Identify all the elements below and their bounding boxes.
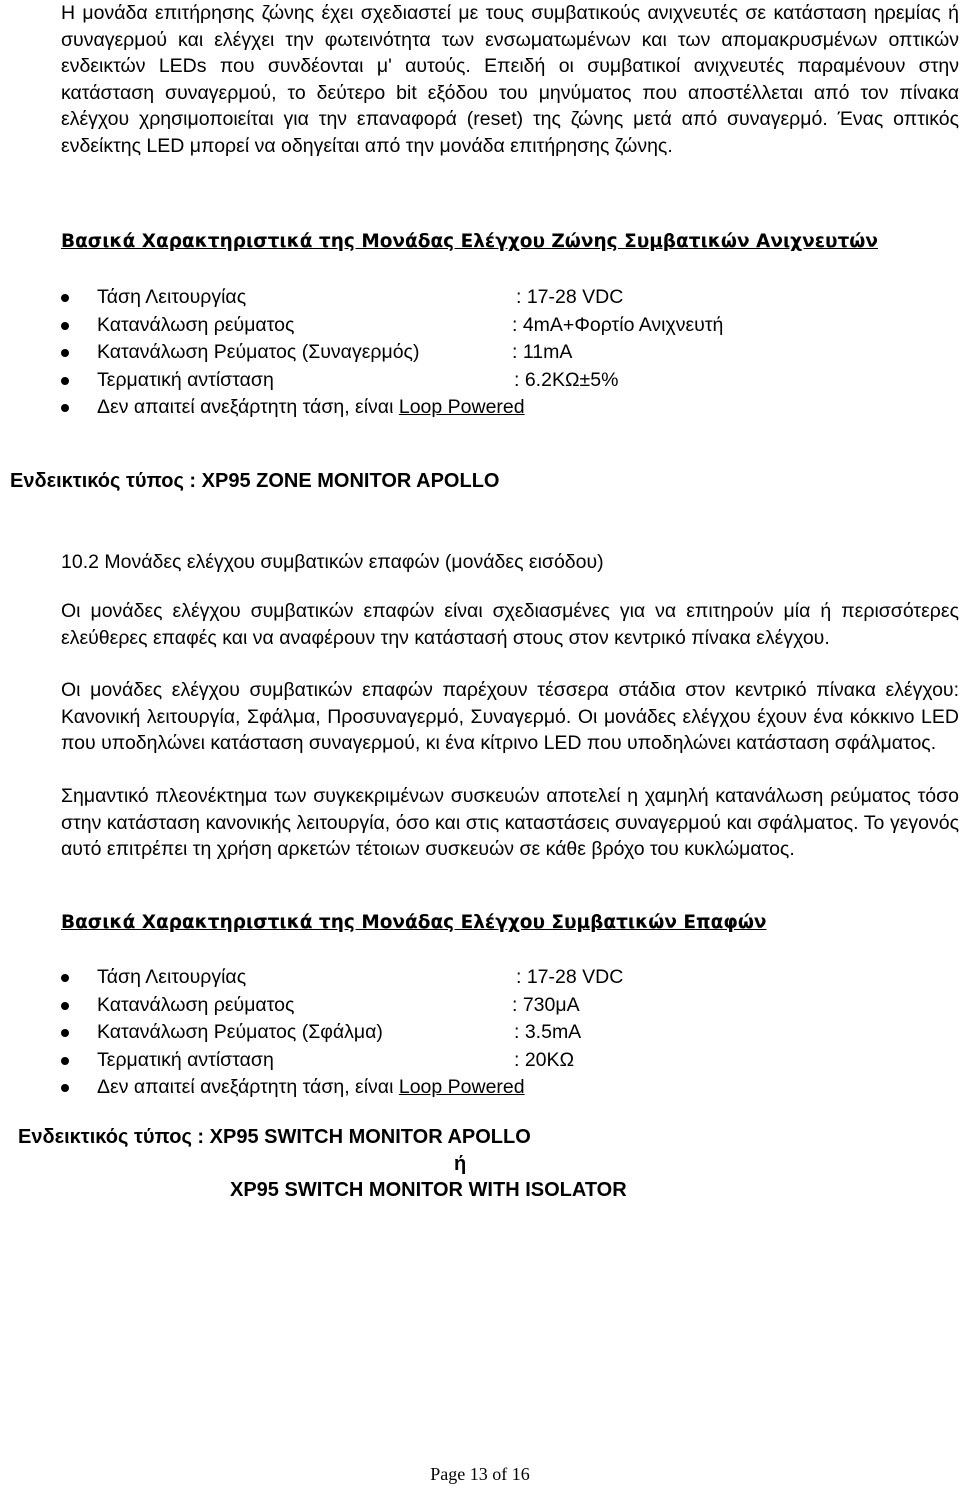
spec-label: Κατανάλωση ρεύματος (97, 313, 295, 336)
bullet-icon (61, 1002, 69, 1010)
bullet-icon (61, 1084, 69, 1092)
section-paragraph-3: Σημαντικό πλεονέκτημα των συγκεκριμένων συσκευών αποτελεί η χαμηλή κατανάλωση ρεύματος τόσο στην κατάσταση κανονικής λειτουργία, όσο και στις καταστάσεις συναγερμού και σφάλματος. Το γεγονός αυτό επιτρέπει τη χρήση αρκετών τέτοιων συσκευών σε κάθε βρόχο του κυκλώματος. (61, 785, 959, 860)
spec-value: : 11mA (512, 341, 573, 363)
spec-label: Τερματική αντίσταση (97, 368, 274, 391)
spec-label: Κατανάλωση Ρεύματος (Συναγερμός) (97, 341, 420, 363)
spec-label: Τερματική αντίσταση (97, 1048, 274, 1071)
spec-value: : 4mA+Φορτίο Ανιχνευτή (512, 313, 724, 336)
spec-value: : 17-28 VDC (516, 286, 624, 308)
zone-monitor-type: Ενδεικτικός τύπος : XP95 ZONE MONITOR APOLLO (10, 470, 500, 492)
bullet-icon (61, 404, 69, 412)
section-number: 10.2 (61, 551, 99, 573)
spec-item (61, 992, 921, 1020)
contact-monitor-type-or: ή (454, 1153, 467, 1175)
bullet-icon (61, 349, 69, 357)
intro-paragraph: Η μονάδα επιτήρησης ζώνης έχει σχεδιαστεί με τους συμβατικούς ανιχνευτές σε κατάσταση ηρεμίας ή συναγερμού και ελέγχει την φωτεινότητα των ενσωματωμένων και των απομακρυσμένων οπτικών ενδεικτών LEDs που συνδέονται μ' αυτούς. Επειδή οι συμβατικοί ανιχνευτές παραμένουν στην κατάσταση συναγερμού, το δεύτερο bit εξόδου του μηνύματος που αποστέλλεται από τον πίνακα ελέγχου χρησιμοποιείται για την επαναφορά (reset) της ζώνης μετά από συναγερμό. Ένας οπτικός ενδείκτης LED μπορεί να οδηγείται από την μονάδα επιτήρησης ζώνης. (61, 2, 959, 157)
spec-item (61, 1047, 921, 1075)
spec-item (61, 367, 921, 395)
spec-item (61, 312, 921, 340)
spec-item (61, 1019, 921, 1047)
loop-powered-link[interactable]: Loop Powered (398, 1076, 525, 1098)
contact-monitor-type-line1: Ενδεικτικός τύπος : XP95 SWITCH MONITOR APOLLO (18, 1126, 531, 1148)
zone-monitor-specs (61, 284, 921, 422)
bullet-icon (61, 294, 69, 302)
spec-item (61, 394, 921, 422)
contact-monitor-heading: Βασικά Χαρακτηριστικά της Μονάδας Ελέγχου Συμβατικών Επαφών (61, 912, 767, 933)
spec-label: Τάση Λειτουργίας (97, 966, 247, 988)
bullet-icon (61, 377, 69, 385)
loop-text: Δεν απαιτεί ανεξάρτητη τάση, είναι (97, 396, 399, 418)
spec-value: : 730μA (512, 993, 580, 1016)
spec-label: Τάση Λειτουργίας (97, 286, 247, 308)
bullet-icon (61, 1057, 69, 1065)
spec-value: : 17-28 VDC (516, 966, 624, 988)
spec-item (61, 964, 921, 992)
spec-label (97, 1074, 525, 1102)
bullet-icon (61, 974, 69, 982)
section-paragraph-1: Οι μονάδες ελέγχου συμβατικών επαφών είναι σχεδιασμένες για να επιτηρούν μία ή περισσότερες ελεύθερες επαφές και να αναφέρουν την κατάστασή στους στον κεντρικό πίνακα ελέγχου. (61, 600, 959, 649)
zone-monitor-heading: Βασικά Χαρακτηριστικά της Μονάδας Ελέγχου Ζώνης Συμβατικών Ανιχνευτών (61, 231, 878, 252)
section-paragraph-2: Οι μονάδες ελέγχου συμβατικών επαφών παρέχουν τέσσερα στάδια στον κεντρικό πίνακα ελέγχου: Κανονική λειτουργία, Σφάλμα, Προσυναγερμό, Συναγερμό. Οι μονάδες ελέγχου έχουν ένα κόκκινο LED που υποδηλώνει κατάσταση συναγερμού, κι ένα κίτρινο LED που υποδηλώνει κατάσταση σφάλματος. (61, 679, 959, 754)
contact-monitor-specs (61, 964, 921, 1102)
page-number: Page 13 of 16 (430, 1464, 530, 1484)
spec-label (97, 394, 525, 422)
spec-label: Κατανάλωση ρεύματος (97, 993, 295, 1016)
loop-powered-link[interactable]: Loop Powered (398, 396, 525, 418)
spec-value: : 6.2ΚΩ±5% (514, 368, 619, 391)
bullet-icon (61, 322, 69, 330)
spec-label: Κατανάλωση Ρεύματος (Σφάλμα) (97, 1021, 383, 1043)
spec-item (61, 284, 921, 312)
spec-item (61, 339, 921, 367)
section-title: Μονάδες ελέγχου συμβατικών επαφών (μονάδες εισόδου) (104, 551, 604, 573)
contact-monitor-type-line2: XP95 SWITCH MONITOR WITH ISOLATOR (230, 1179, 627, 1201)
loop-text: Δεν απαιτεί ανεξάρτητη τάση, είναι (97, 1076, 399, 1098)
spec-value: : 3.5mA (514, 1021, 582, 1043)
spec-item (61, 1074, 921, 1102)
bullet-icon (61, 1029, 69, 1037)
section-heading (61, 549, 959, 576)
spec-value: : 20ΚΩ (514, 1048, 575, 1071)
